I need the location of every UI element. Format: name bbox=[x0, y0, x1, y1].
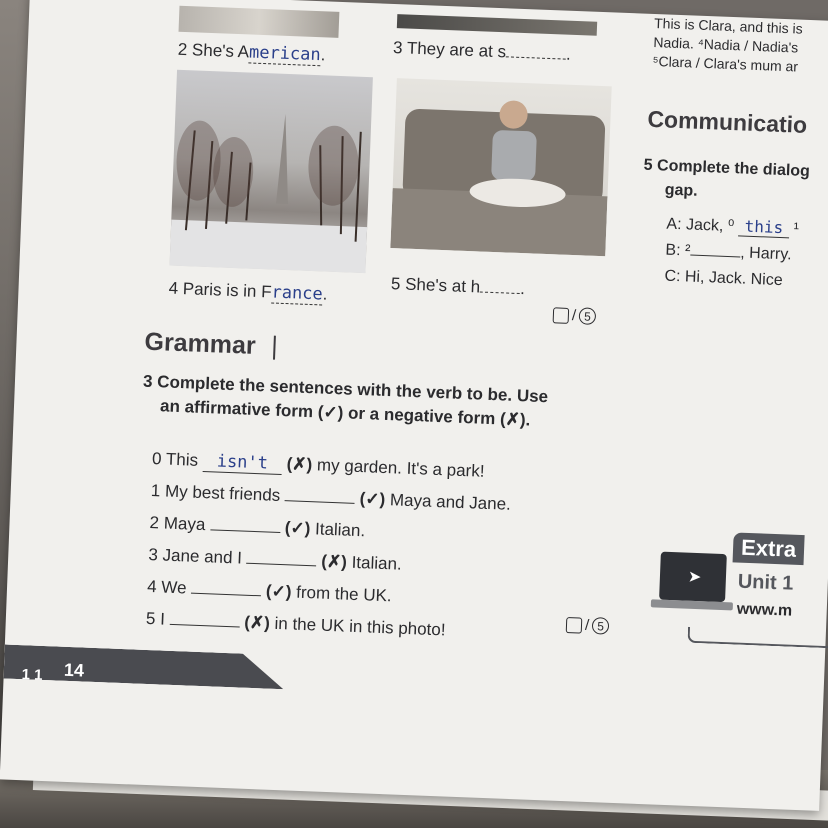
score-total: 5 bbox=[579, 307, 597, 325]
sentence-3: 3 Jane and I (✗) Italian. bbox=[148, 544, 403, 574]
sofa-illustration bbox=[390, 78, 611, 256]
photo-woman-sofa bbox=[390, 78, 611, 256]
score-total: 5 bbox=[592, 617, 610, 635]
sentence-1: 1 My best friends (✓) Maya and Jane. bbox=[150, 481, 512, 514]
extra-border bbox=[687, 627, 828, 650]
dialog bbox=[664, 211, 799, 295]
sentence-list bbox=[145, 443, 512, 649]
handwritten-answer: this bbox=[738, 216, 789, 238]
dialog-line: A: Jack, ⁰ this ¹ bbox=[666, 215, 800, 238]
handwritten-answer: merican bbox=[248, 42, 322, 66]
extra-panel bbox=[657, 530, 828, 658]
exercise-5-instruction: 5 Complete the dialog gap. bbox=[643, 156, 811, 200]
extra-tab: Extra bbox=[733, 532, 805, 565]
exercise-item-3: 3 They are at s . bbox=[392, 37, 572, 64]
answer-blank[interactable] bbox=[210, 515, 281, 533]
sentence-5: 5 I (✗) in the UK in this photo! bbox=[145, 608, 446, 640]
unit-marker: 1 1 bbox=[21, 666, 43, 684]
sentence-2: 2 Maya (✓) Italian. bbox=[149, 512, 366, 541]
right-column-text bbox=[652, 14, 803, 77]
exercise-item-5: 5 She's at h . bbox=[390, 274, 526, 299]
answer-blank[interactable] bbox=[246, 549, 317, 567]
photo-paris-winter bbox=[170, 70, 373, 273]
handwritten-answer: isn't bbox=[202, 451, 282, 475]
exercise-3-instruction: 3 Complete the sentences with the verb to be. Use an affirmative form (✓) or a negative form (✗). bbox=[142, 371, 549, 430]
score-checkbox[interactable] bbox=[553, 307, 570, 324]
dialog-line: C: Hi, Jack. Nice bbox=[664, 267, 783, 290]
top-photo-left bbox=[179, 6, 340, 38]
answer-blank[interactable] bbox=[169, 610, 240, 628]
top-photo-right bbox=[397, 14, 597, 36]
extra-url[interactable]: www.m bbox=[736, 600, 793, 620]
text-line: ⁵Clara / Clara's mum ar bbox=[652, 52, 799, 75]
exercise-item-4: 4 Paris is in France. bbox=[168, 278, 328, 305]
score-box-top: / 5 bbox=[553, 306, 597, 325]
communication-heading: Communicatio bbox=[647, 105, 808, 138]
sentence-4: 4 We (✓) from the UK. bbox=[146, 576, 392, 606]
answer-blank[interactable] bbox=[191, 579, 262, 597]
page-number: 14 bbox=[63, 659, 85, 681]
heading-divider bbox=[273, 336, 276, 360]
exercise-item-2: 2 She's American. bbox=[177, 39, 326, 66]
handwritten-answer: rance bbox=[271, 282, 324, 305]
score-checkbox[interactable] bbox=[566, 617, 583, 634]
footer-band bbox=[4, 645, 285, 690]
text-line: Nadia. ⁴Nadia / Nadia's bbox=[653, 33, 799, 56]
sentence-0: 0 This isn't (✗) my garden. It's a park! bbox=[151, 449, 485, 481]
text-line: This is Clara, and this is bbox=[653, 14, 804, 37]
score-box-grammar: / 5 bbox=[566, 616, 610, 635]
grammar-heading: Grammar bbox=[144, 328, 276, 362]
answer-blank[interactable] bbox=[285, 486, 356, 504]
paris-trees-illustration bbox=[170, 70, 373, 273]
extra-unit-text: Unit 1 bbox=[737, 570, 794, 595]
laptop-icon bbox=[659, 552, 727, 602]
cursor-icon: ➤ bbox=[687, 568, 702, 587]
dialog-line: B: ² , Harry. bbox=[665, 241, 792, 264]
